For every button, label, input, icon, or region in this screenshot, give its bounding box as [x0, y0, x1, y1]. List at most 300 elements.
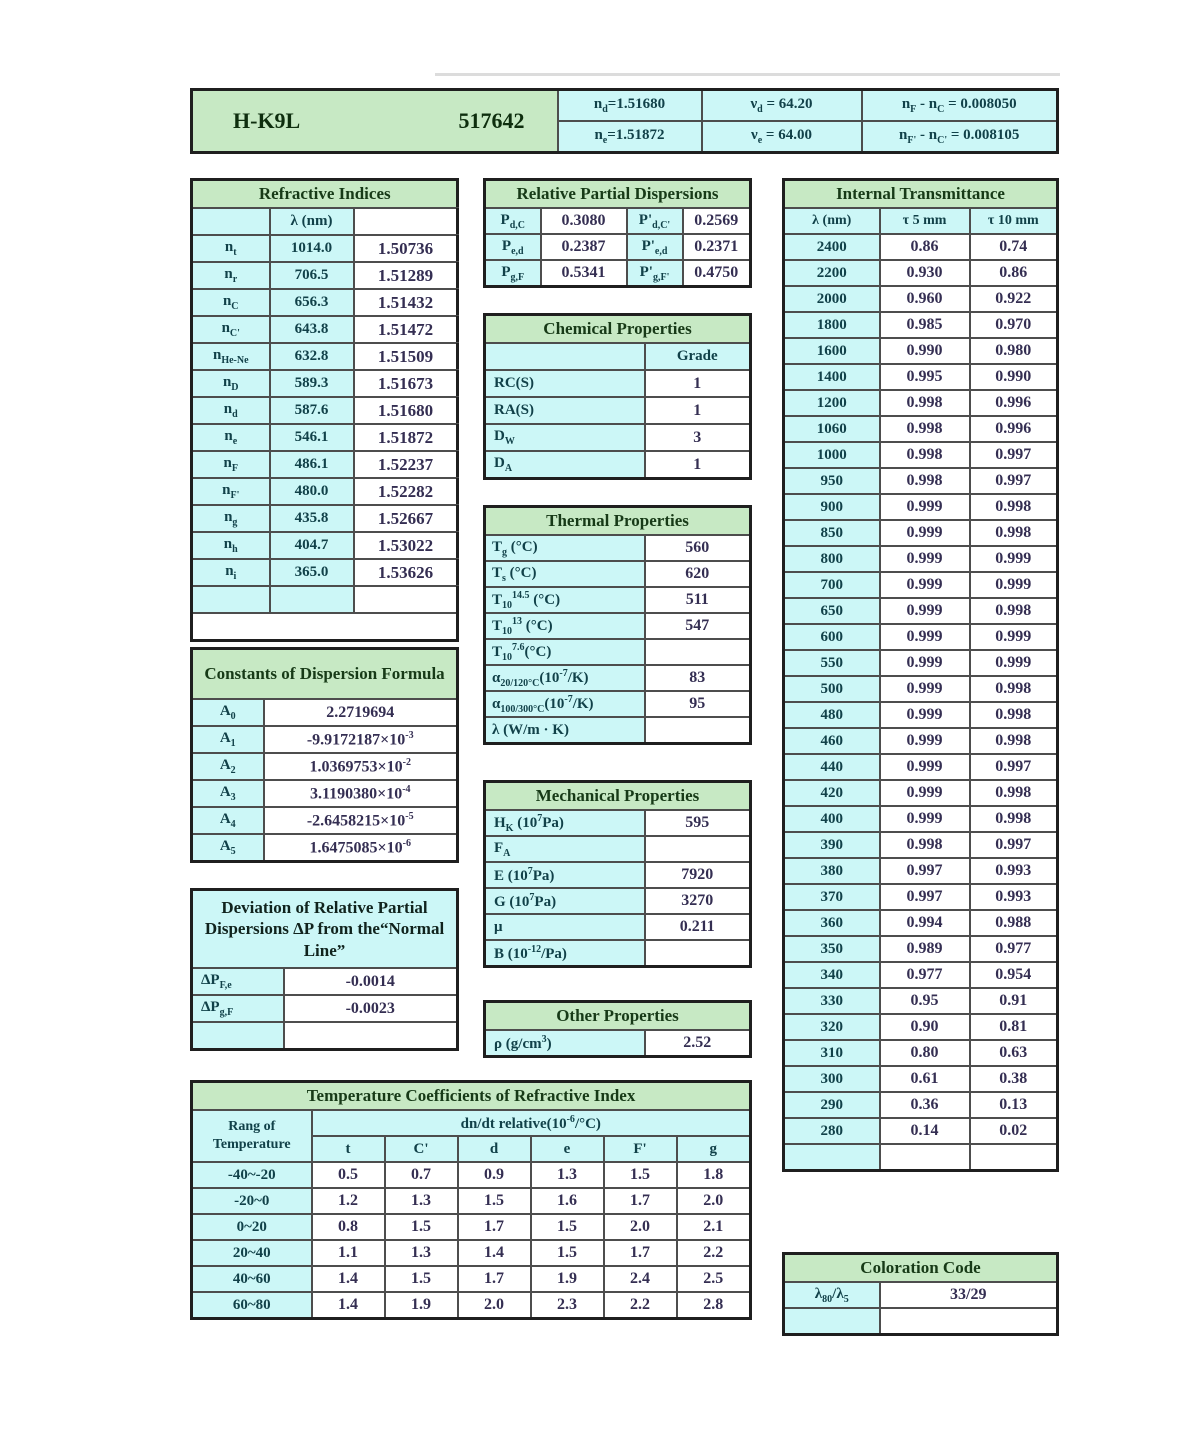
cell: 0.95 — [880, 988, 970, 1014]
cell: $n_{C'}$ — [192, 316, 270, 343]
table-row — [784, 1092, 1058, 1118]
table-title-row — [192, 1082, 751, 1111]
table-row — [485, 862, 751, 888]
cell: 0.998 — [970, 598, 1058, 624]
table-row — [192, 699, 458, 726]
table-title: Refractive Indices — [192, 180, 458, 209]
cell: 900 — [784, 494, 880, 520]
blank-cell — [192, 613, 458, 641]
table-title-row — [485, 180, 751, 209]
table-row — [192, 807, 458, 834]
table-row — [784, 1040, 1058, 1066]
cell: 1.5 — [604, 1162, 677, 1188]
cell: 587.6 — [270, 397, 354, 424]
cell: 589.3 — [270, 370, 354, 397]
table-row — [784, 962, 1058, 988]
cell: $n_F$ — [192, 451, 270, 478]
cell: B $(10^{-12}/Pa)$ — [485, 940, 645, 967]
cell: 1.52237 — [354, 451, 458, 478]
deviation-table — [190, 888, 459, 1051]
cell: $n_{He-Ne}$ — [192, 343, 270, 370]
cell: 0.999 — [880, 598, 970, 624]
table-row — [192, 1162, 751, 1188]
table-title-row — [192, 890, 458, 969]
cell: $n_d$ — [192, 397, 270, 424]
cell — [880, 1144, 970, 1171]
cell: 2200 — [784, 260, 880, 286]
cell: 0.81 — [970, 1014, 1058, 1040]
cell: $T_{10}^{7.6}(^\circ C)$ — [485, 639, 645, 665]
cell: 0.999 — [880, 728, 970, 754]
cell: 2400 — [784, 234, 880, 260]
table-row — [784, 494, 1058, 520]
cell — [192, 1022, 284, 1050]
table-title: Thermal Properties — [485, 507, 751, 536]
cell: λ (W/m · K) — [485, 717, 645, 744]
cell: 2.0 — [604, 1214, 677, 1240]
cell: 370 — [784, 884, 880, 910]
table-row — [784, 312, 1058, 338]
table-row — [192, 1188, 751, 1214]
table-row — [485, 234, 751, 260]
table-row — [192, 1214, 751, 1240]
cell: $n_{F'}$ — [192, 478, 270, 505]
table-row — [784, 1144, 1058, 1171]
cell: 2.2719694 — [264, 699, 458, 726]
cell: 0.997 — [970, 832, 1058, 858]
table-row — [485, 451, 751, 479]
table-row — [784, 1308, 1058, 1335]
cell: G $(10^7Pa)$ — [485, 888, 645, 914]
table-row — [784, 546, 1058, 572]
cell: 0.998 — [880, 832, 970, 858]
table-row — [485, 1030, 751, 1057]
cell: 2.1 — [677, 1214, 751, 1240]
cell: $F_A$ — [485, 836, 645, 862]
cell: 1.52667 — [354, 505, 458, 532]
cell: $T_{10}^{14.5}$ (°C) — [485, 587, 645, 613]
cell — [645, 836, 751, 862]
table-row — [784, 650, 1058, 676]
table-row — [784, 780, 1058, 806]
cell — [645, 940, 751, 967]
dispersion-constants-table — [190, 647, 459, 863]
cell — [784, 1144, 880, 1171]
range-header: Rang of Temperature — [192, 1110, 312, 1162]
cell: 0.990 — [880, 338, 970, 364]
cell: E $(10^7Pa)$ — [485, 862, 645, 888]
cell: 1200 — [784, 390, 880, 416]
cell: 0.4750 — [683, 260, 751, 287]
cell: 0.989 — [880, 936, 970, 962]
cell: 0.997 — [880, 884, 970, 910]
cell: 2.2 — [677, 1240, 751, 1266]
temperature-coefficients-table — [190, 1080, 752, 1320]
table-row — [192, 968, 458, 995]
table-row — [192, 780, 458, 807]
cell: 0.14 — [880, 1118, 970, 1144]
table-title: Relative Partial Dispersions — [485, 180, 751, 209]
cell: 1400 — [784, 364, 880, 390]
cell: $T_s$ (°C) — [485, 561, 645, 587]
cell: $n_t$ — [192, 235, 270, 262]
cell: 95 — [645, 691, 751, 717]
cell: 0.995 — [880, 364, 970, 390]
dndt-header: dn/dt $relative(10^{-6}/^\circ C)$ — [312, 1110, 751, 1136]
cell: 404.7 — [270, 532, 354, 559]
cell: 500 — [784, 676, 880, 702]
cell: 0.5341 — [541, 260, 627, 287]
cell: 7920 — [645, 862, 751, 888]
cell: 380 — [784, 858, 880, 884]
cell: 0.997 — [970, 468, 1058, 494]
cell: 0.954 — [970, 962, 1058, 988]
cell: $n_i$ — [192, 559, 270, 586]
nd-value: $n_d=1.51680$ — [558, 90, 702, 122]
cell: $P'_{d,C'}$ — [627, 208, 683, 234]
table-row — [784, 806, 1058, 832]
cell: ρ $(g/cm^3)$ — [485, 1030, 645, 1057]
cell: $D_A$ — [485, 451, 645, 479]
table-title: Temperature Coefficients of Refractive Index — [192, 1082, 751, 1111]
table-row — [784, 624, 1058, 650]
table-row — [784, 468, 1058, 494]
nf2-nc2-value: $n_{F'} - n_{C'} = 0.008105$ — [862, 121, 1058, 153]
cell: 0.36 — [880, 1092, 970, 1118]
cell: 300 — [784, 1066, 880, 1092]
cell: 320 — [784, 1014, 880, 1040]
nf-nc-value: $n_F - n_C = 0.008050$ — [862, 90, 1058, 122]
table-row — [485, 208, 751, 234]
table-row — [784, 988, 1058, 1014]
table-row — [192, 559, 458, 586]
cell: 40~60 — [192, 1266, 312, 1292]
cell: 0.998 — [970, 520, 1058, 546]
cell: RA(S) — [485, 397, 645, 424]
cell: 460 — [784, 728, 880, 754]
cell: $\alpha_{100/300^\circ C}(10^{-7}/K)$ — [485, 691, 645, 717]
table-row — [192, 1292, 751, 1319]
cell: 2.4 — [604, 1266, 677, 1292]
glass-name-cell — [192, 90, 558, 153]
cell: 2.52 — [645, 1030, 751, 1057]
table-row — [192, 451, 458, 478]
cell: 2.0 — [677, 1188, 751, 1214]
cell — [645, 639, 751, 665]
cell: 1.51432 — [354, 289, 458, 316]
cell: -20~0 — [192, 1188, 312, 1214]
table-title: Chemical Properties — [485, 315, 751, 344]
cell: 0.998 — [880, 442, 970, 468]
table-row — [485, 639, 751, 665]
table-row — [192, 343, 458, 370]
table-row — [192, 613, 458, 641]
table-row — [192, 316, 458, 343]
table-row — [485, 613, 751, 639]
cell: 0.13 — [970, 1092, 1058, 1118]
cell: 1000 — [784, 442, 880, 468]
cell: 0.994 — [880, 910, 970, 936]
col-header-d: d — [458, 1136, 531, 1162]
table-row — [192, 586, 458, 613]
cell: 620 — [645, 561, 751, 587]
cell: 0.998 — [880, 390, 970, 416]
table-row — [192, 1266, 751, 1292]
cell: 0.999 — [880, 520, 970, 546]
cell: $-2.6458215\times 10^{-5}$ — [264, 807, 458, 834]
table-row — [192, 505, 458, 532]
cell: 0.61 — [880, 1066, 970, 1092]
table-row — [784, 1118, 1058, 1144]
cell: 1.3 — [385, 1188, 458, 1214]
cell: 1.3 — [385, 1240, 458, 1266]
col-header-t: t — [312, 1136, 385, 1162]
cell: $A_4$ — [192, 807, 264, 834]
cell: 0.998 — [970, 728, 1058, 754]
cell: 1.4 — [312, 1266, 385, 1292]
table-row — [192, 397, 458, 424]
thermal-properties-table — [483, 505, 752, 745]
cell: 0.5 — [312, 1162, 385, 1188]
cell: 560 — [645, 535, 751, 561]
table-row — [784, 416, 1058, 442]
glass-name: H-K9L — [233, 108, 301, 133]
table-title-row — [485, 782, 751, 811]
table-title-row — [192, 649, 458, 700]
cell: 0.211 — [645, 914, 751, 940]
table-row — [784, 390, 1058, 416]
cell: 0.91 — [970, 988, 1058, 1014]
cell: 700 — [784, 572, 880, 598]
table-row — [784, 884, 1058, 910]
table-row — [192, 532, 458, 559]
table-row — [784, 728, 1058, 754]
cell: 1.5 — [385, 1266, 458, 1292]
cell: 1.2 — [312, 1188, 385, 1214]
cell: 0.86 — [880, 234, 970, 260]
cell: 550 — [784, 650, 880, 676]
cell: -40~-20 — [192, 1162, 312, 1188]
cell: $\lambda_{80}/\lambda_5$ — [784, 1282, 880, 1308]
cell: 0.80 — [880, 1040, 970, 1066]
cell: $n_e$ — [192, 424, 270, 451]
cell: 0.8 — [312, 1214, 385, 1240]
table-row — [192, 262, 458, 289]
cell: 0.996 — [970, 390, 1058, 416]
partial-dispersions-table — [483, 178, 752, 288]
cell: 850 — [784, 520, 880, 546]
cell: 0.999 — [880, 572, 970, 598]
cell: $n_h$ — [192, 532, 270, 559]
table-row — [784, 572, 1058, 598]
cell: 0.997 — [970, 754, 1058, 780]
cell — [284, 1022, 458, 1050]
cell: 1.7 — [604, 1188, 677, 1214]
cell: -0.0023 — [284, 995, 458, 1022]
cell: 0.9 — [458, 1162, 531, 1188]
table-row — [192, 424, 458, 451]
cell: 1.51673 — [354, 370, 458, 397]
table-row — [192, 753, 458, 780]
table-row — [485, 587, 751, 613]
table-row — [784, 754, 1058, 780]
cell: 0.998 — [880, 468, 970, 494]
table-row — [784, 442, 1058, 468]
cell: $\Delta P_{g,F}$ — [192, 995, 284, 1022]
col-header-g: g — [677, 1136, 751, 1162]
cell: 1.9 — [385, 1292, 458, 1319]
cell: μ — [485, 914, 645, 940]
internal-transmittance-table — [782, 178, 1059, 1172]
table-title: Mechanical Properties — [485, 782, 751, 811]
cell: $A_3$ — [192, 780, 264, 807]
cell: 0.999 — [880, 780, 970, 806]
ve-value: $\nu_e = 64.00$ — [702, 121, 862, 153]
table-row — [192, 478, 458, 505]
cell: 547 — [645, 613, 751, 639]
table-row — [784, 520, 1058, 546]
cell: 0.993 — [970, 858, 1058, 884]
cell: 546.1 — [270, 424, 354, 451]
refractive-indices-table — [190, 178, 459, 642]
table-row — [192, 1022, 458, 1050]
cell: $A_2$ — [192, 753, 264, 780]
cell: 1 — [645, 451, 751, 479]
table-header-row — [485, 343, 751, 370]
cell: 1.50736 — [354, 235, 458, 262]
table-title-row — [192, 180, 458, 209]
table-row — [192, 995, 458, 1022]
cell: 280 — [784, 1118, 880, 1144]
cell: 1.51872 — [354, 424, 458, 451]
cell: 0.970 — [970, 312, 1058, 338]
cell: $T_g$ (°C) — [485, 535, 645, 561]
cell: 0.999 — [880, 650, 970, 676]
cell: 1.52282 — [354, 478, 458, 505]
cell: 420 — [784, 780, 880, 806]
cell: 1060 — [784, 416, 880, 442]
table-row — [192, 834, 458, 862]
cell: 0.74 — [970, 234, 1058, 260]
cell: 83 — [645, 665, 751, 691]
cell: 1.53022 — [354, 532, 458, 559]
cell: 0.63 — [970, 1040, 1058, 1066]
table-row — [784, 676, 1058, 702]
wavelength-header: λ (nm) — [784, 208, 880, 234]
cell: $-9.9172187\times 10^{-3}$ — [264, 726, 458, 753]
cell: 3270 — [645, 888, 751, 914]
cell: 800 — [784, 546, 880, 572]
cell: 360 — [784, 910, 880, 936]
table-row — [485, 914, 751, 940]
table-row — [784, 936, 1058, 962]
table-title-row — [485, 315, 751, 344]
table-row — [485, 810, 751, 836]
cell: 1.53626 — [354, 559, 458, 586]
cell: 1.5 — [531, 1240, 604, 1266]
cell: 1.5 — [458, 1188, 531, 1214]
cell: $D_W$ — [485, 424, 645, 451]
cell: 0.2371 — [683, 234, 751, 260]
wavelength-header: λ (nm) — [270, 208, 354, 235]
ne-value: $n_e=1.51872$ — [558, 121, 702, 153]
table-header-row — [192, 208, 458, 235]
cell: $A_5$ — [192, 834, 264, 862]
cell: $n_C$ — [192, 289, 270, 316]
cell: 3 — [645, 424, 751, 451]
table-row — [485, 370, 751, 397]
cell: $T_{10}^{13}$ (°C) — [485, 613, 645, 639]
cell — [880, 1308, 1058, 1335]
cell: 1.3 — [531, 1162, 604, 1188]
table-row — [784, 286, 1058, 312]
cell: 1 — [645, 397, 751, 424]
table-row — [192, 235, 458, 262]
cell: 1.6 — [531, 1188, 604, 1214]
cell: 0.7 — [385, 1162, 458, 1188]
table-row — [784, 338, 1058, 364]
cell: 0.86 — [970, 260, 1058, 286]
cell: 1800 — [784, 312, 880, 338]
cell: 0.999 — [880, 806, 970, 832]
cell: 2.5 — [677, 1266, 751, 1292]
cell: $n_g$ — [192, 505, 270, 532]
cell: 310 — [784, 1040, 880, 1066]
cell — [970, 1144, 1058, 1171]
cell: 0.999 — [970, 546, 1058, 572]
cell: $P_{d,C}$ — [485, 208, 541, 234]
table-row — [485, 717, 751, 744]
cell: 350 — [784, 936, 880, 962]
col-header-f-prime: F' — [604, 1136, 677, 1162]
cell: $P'_{e,d}$ — [627, 234, 683, 260]
cell: 1.51680 — [354, 397, 458, 424]
cell: 400 — [784, 806, 880, 832]
other-properties-table — [483, 1000, 752, 1058]
table-row — [784, 364, 1058, 390]
cell: $\Delta P_{F,e}$ — [192, 968, 284, 995]
cell: 1.7 — [604, 1240, 677, 1266]
cell: 706.5 — [270, 262, 354, 289]
glass-header-table — [190, 88, 1059, 154]
cell: 0.960 — [880, 286, 970, 312]
cell: 0.998 — [970, 806, 1058, 832]
top-divider-line — [435, 73, 1060, 76]
table-row — [784, 1282, 1058, 1308]
cell: 643.8 — [270, 316, 354, 343]
cell: 950 — [784, 468, 880, 494]
table-row — [784, 260, 1058, 286]
empty-header-cell — [354, 208, 458, 235]
cell — [192, 586, 270, 613]
table-row — [192, 90, 1058, 122]
cell: 1.9 — [531, 1266, 604, 1292]
cell: $P'_{g,F'}$ — [627, 260, 683, 287]
table-row — [784, 1066, 1058, 1092]
cell: 480 — [784, 702, 880, 728]
cell: 0.999 — [880, 624, 970, 650]
table-row — [784, 1014, 1058, 1040]
cell: $n_r$ — [192, 262, 270, 289]
cell: $1.0369753\times 10^{-2}$ — [264, 753, 458, 780]
cell: 340 — [784, 962, 880, 988]
cell: 595 — [645, 810, 751, 836]
cell: 435.8 — [270, 505, 354, 532]
cell: 440 — [784, 754, 880, 780]
cell: 0.998 — [970, 676, 1058, 702]
table-row — [192, 1240, 751, 1266]
cell: 1.7 — [458, 1266, 531, 1292]
